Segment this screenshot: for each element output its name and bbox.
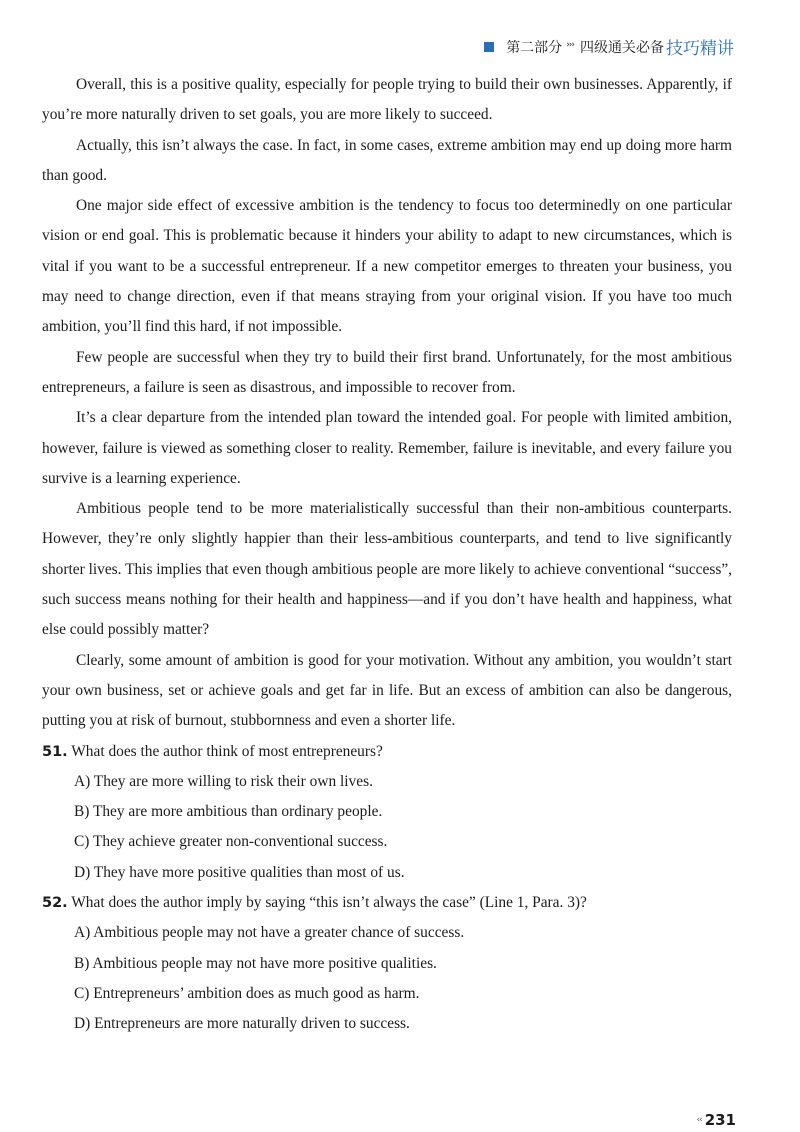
paragraph-5: It’s a clear departure from the intended plan toward the intended goal. For people with limited ambition, however, failure is viewed as something closer to reality. Remember, failure is inevitable, and every failure you survive is a learning experience.: [42, 409, 732, 487]
question-number: 52.: [42, 895, 68, 912]
option-b: B) Ambitious people may not have more positive qualities.: [74, 954, 437, 972]
header-part-label: 第二部分: [506, 39, 563, 56]
header-title: 技巧精讲: [666, 39, 734, 59]
option-d: D) They have more positive qualities than most of us.: [74, 863, 405, 881]
option-c: C) They achieve greater non-conventional success.: [74, 833, 388, 851]
question-text: What does the author imply by saying “this isn’t always the case” (Line 1, Para. 3)?: [71, 894, 587, 912]
option-b: B) They are more ambitious than ordinary people.: [74, 803, 383, 821]
question-text: What does the author think of most entrepreneurs?: [71, 742, 383, 760]
header-section-label: 四级通关必备: [580, 39, 664, 56]
section-marker-square-icon: [484, 42, 494, 52]
option-a: A) They are more willing to risk their own lives.: [74, 772, 373, 790]
question-51: [42, 737, 732, 888]
option-c: C) Entrepreneurs’ ambition does as much good as harm.: [74, 984, 420, 1002]
question-number: 51.: [42, 743, 68, 760]
page-content: [42, 70, 732, 1040]
paragraph-4: Few people are successful when they try to build their first brand. Unfortunately, for the most ambitious entrepreneurs, a failure is seen as disastrous, and impossible to recover from.: [42, 348, 732, 396]
header-arrows-icon: ›››: [566, 39, 574, 50]
question-stem: [42, 737, 732, 767]
paragraph-6: Ambitious people tend to be more materialistically successful than their non-ambitious counterparts. However, they’re only slightly happier than their less-ambitious counterparts, and tend to live significantly shorter lives. This implies that even though ambitious people are more likely to achieve conventional “success”, such success means nothing for their health and happiness—and if you don’t have health and happiness, what else could possibly matter?: [42, 500, 732, 639]
paragraph-3: One major side effect of excessive ambition is the tendency to focus too determinedly on one particular vision or end goal. This is problematic because it hinders your ability to adapt to new circumstances, which is vital if you want to be a successful entrepreneur. If a new competitor emerges to threaten your business, you may need to change direction, even if that means straying from your original vision. If you have too much ambition, you’ll find this hard, if not impossible.: [42, 197, 732, 336]
running-header: [484, 34, 734, 59]
option-d: D) Entrepreneurs are more naturally driven to success.: [74, 1015, 410, 1033]
paragraph-7: Clearly, some amount of ambition is good for your motivation. Without any ambition, you wouldn’t start your own business, set or achieve goals and get far in life. But an excess of ambition can also be dangerous, putting you at risk of burnout, stubbornness and even a shorter life.: [42, 651, 732, 730]
question-52: [42, 888, 732, 1039]
page-footer: [696, 1111, 736, 1129]
footer-arrows-icon: ‹‹: [696, 1115, 702, 1125]
paragraph-2: Actually, this isn’t always the case. In fact, in some cases, extreme ambition may end up doing more harm than good.: [42, 136, 732, 184]
paragraph-1: Overall, this is a positive quality, especially for people trying to build their own businesses. Apparently, if you’re more naturally driven to set goals, you are more likely to succeed.: [42, 76, 732, 124]
page-number: 231: [704, 1111, 736, 1129]
question-stem: [42, 888, 732, 918]
option-a: A) Ambitious people may not have a greater chance of success.: [74, 924, 465, 942]
